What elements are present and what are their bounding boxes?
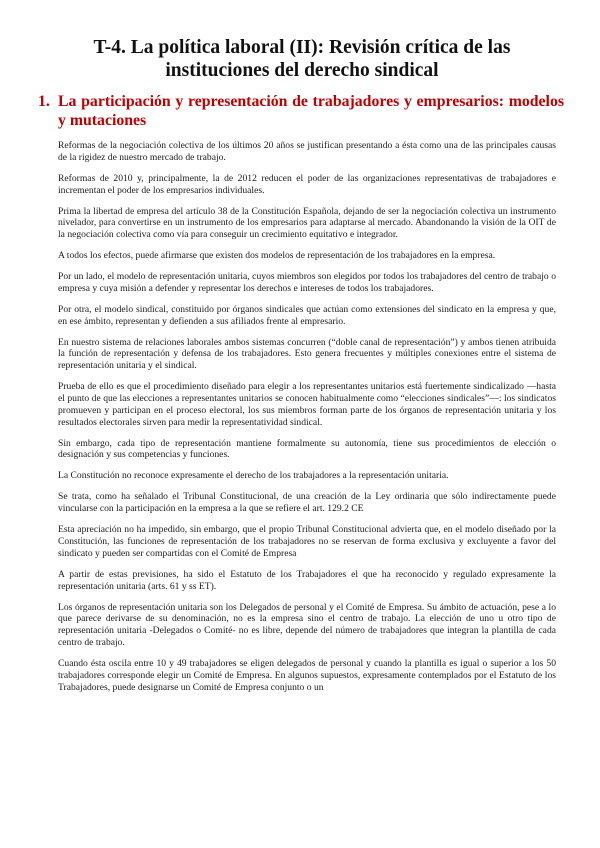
- paragraph: Esta apreciación no ha impedido, sin embargo, que el propio Tribunal Constitucional advierta que, en el modelo diseñado por la Constitución, las funciones de representación de los trabajadores no se reservan de forma exclusiva y excluyente a favor del sindicato y pueden ser compartidas con el Comité de Empresa: [58, 524, 556, 559]
- section-heading: [38, 92, 564, 130]
- paragraph: Por otra, el modelo sindical, constituido por órganos sindicales que actúan como extensiones del sindicato en la empresa y que, en ese ámbito, representan y defienden a sus afiliados frente al empresario.: [58, 303, 556, 327]
- document-body: [58, 140, 556, 703]
- paragraph: En nuestro sistema de relaciones laborales ambos sistemas concurren (“doble canal de representación”) y ambos tienen atribuida la función de representación y defensa de los trabajadores. Esto genera frecuentes y múltiples conexiones entre el sistema de representación unitaria y el sindical.: [58, 336, 556, 372]
- paragraph: Sin embargo, cada tipo de representación mantiene formalmente su autonomía, tiene sus procedimientos de elección o designación y sus competencias y funciones.: [58, 437, 556, 461]
- paragraph: Prima la libertad de empresa del artículo 38 de la Constitución Española, dejando de ser la negociación colectiva un instrumento nivelador, para convertirse en un instrumento de los empresarios para adaptarse al mercado. Abandonando la visión de la OIT de la negociación colectiva como vía para conseguir un crecimiento equitativo e integrador.: [58, 205, 556, 241]
- paragraph: A partir de estas previsiones, ha sido el Estatuto de los Trabajadores el que ha reconocido y regulado expresamente la representación unitaria (arts. 61 y ss ET).: [58, 568, 556, 592]
- section-number: 1.: [38, 93, 50, 110]
- paragraph: A todos los efectos, puede afirmarse que existen dos modelos de representación de los trabajadores en la empresa.: [58, 250, 496, 262]
- paragraph: Se trata, como ha señalado el Tribunal Constitucional, de una creación de la Ley ordinaria que sólo indirectamente puede vincularse con la participación en la empresa a la que se refiere el art. 129.2 CE: [58, 491, 556, 515]
- paragraph: Cuando ésta oscila entre 10 y 49 trabajadores se eligen delegados de personal y cuando la plantilla es igual o superior a los 50 trabajadores corresponde elegir un Comité de Empresa. En algunos supuestos, expresamente contemplados por el Estatuto de los Trabajadores, puede designarse un Comité de Empresa conjunto o un: [58, 657, 556, 693]
- paragraph: La Constitución no reconoce expresamente el derecho de los trabajadores a la representación unitaria.: [58, 470, 449, 482]
- paragraph: Por un lado, el modelo de representación unitaria, cuyos miembros son elegidos por todos los trabajadores del centro de trabajo o empresa y cuya misión a defender y representar los derechos e intereses de todos los trabajadores.: [58, 271, 556, 294]
- document-title: T-4. La política laboral (II): Revisión crítica de las instituciones del derecho sindical: [93, 37, 511, 81]
- paragraph: Reformas de la negociación colectiva de los últimos 20 años se justifican presentando a ésta como una de las principales causas de la rigidez de nuestro mercado de trabajo.: [58, 140, 556, 163]
- section-title: La participación y representación de trabajadores y empresarios: modelos y mutaciones: [58, 93, 564, 129]
- paragraph: Prueba de ello es que el procedimiento diseñado para elegir a los representantes unitarios está fuertemente sindicalizado —hasta el punto de que las elecciones a representantes unitarios se conocen habitualmente como “elecciones sindicales”—: los sindicatos promueven y participan en el proceso electoral, los sus miembros forman parte de los órganos de representación unitaria y los resultados electorales sirven para medir la representatividad sindical.: [58, 381, 556, 428]
- paragraph: Reformas de 2010 y, principalmente, la de 2012 reducen el poder de las organizaciones representativas de trabajadores e incrementan el poder de los empresarios individuales.: [58, 172, 556, 196]
- paragraph: Los órganos de representación unitaria son los Delegados de personal y el Comité de Empresa. Su ámbito de actuación, pese a lo que parece derivarse de su denominación, no es la empresa sino el centro de trabajo. La elección de uno u otro tipo de representación unitaria -Delegados o Comité- no es libre, depende del número de trabajadores que integran la plantilla de cada centro de trabajo.: [58, 601, 556, 648]
